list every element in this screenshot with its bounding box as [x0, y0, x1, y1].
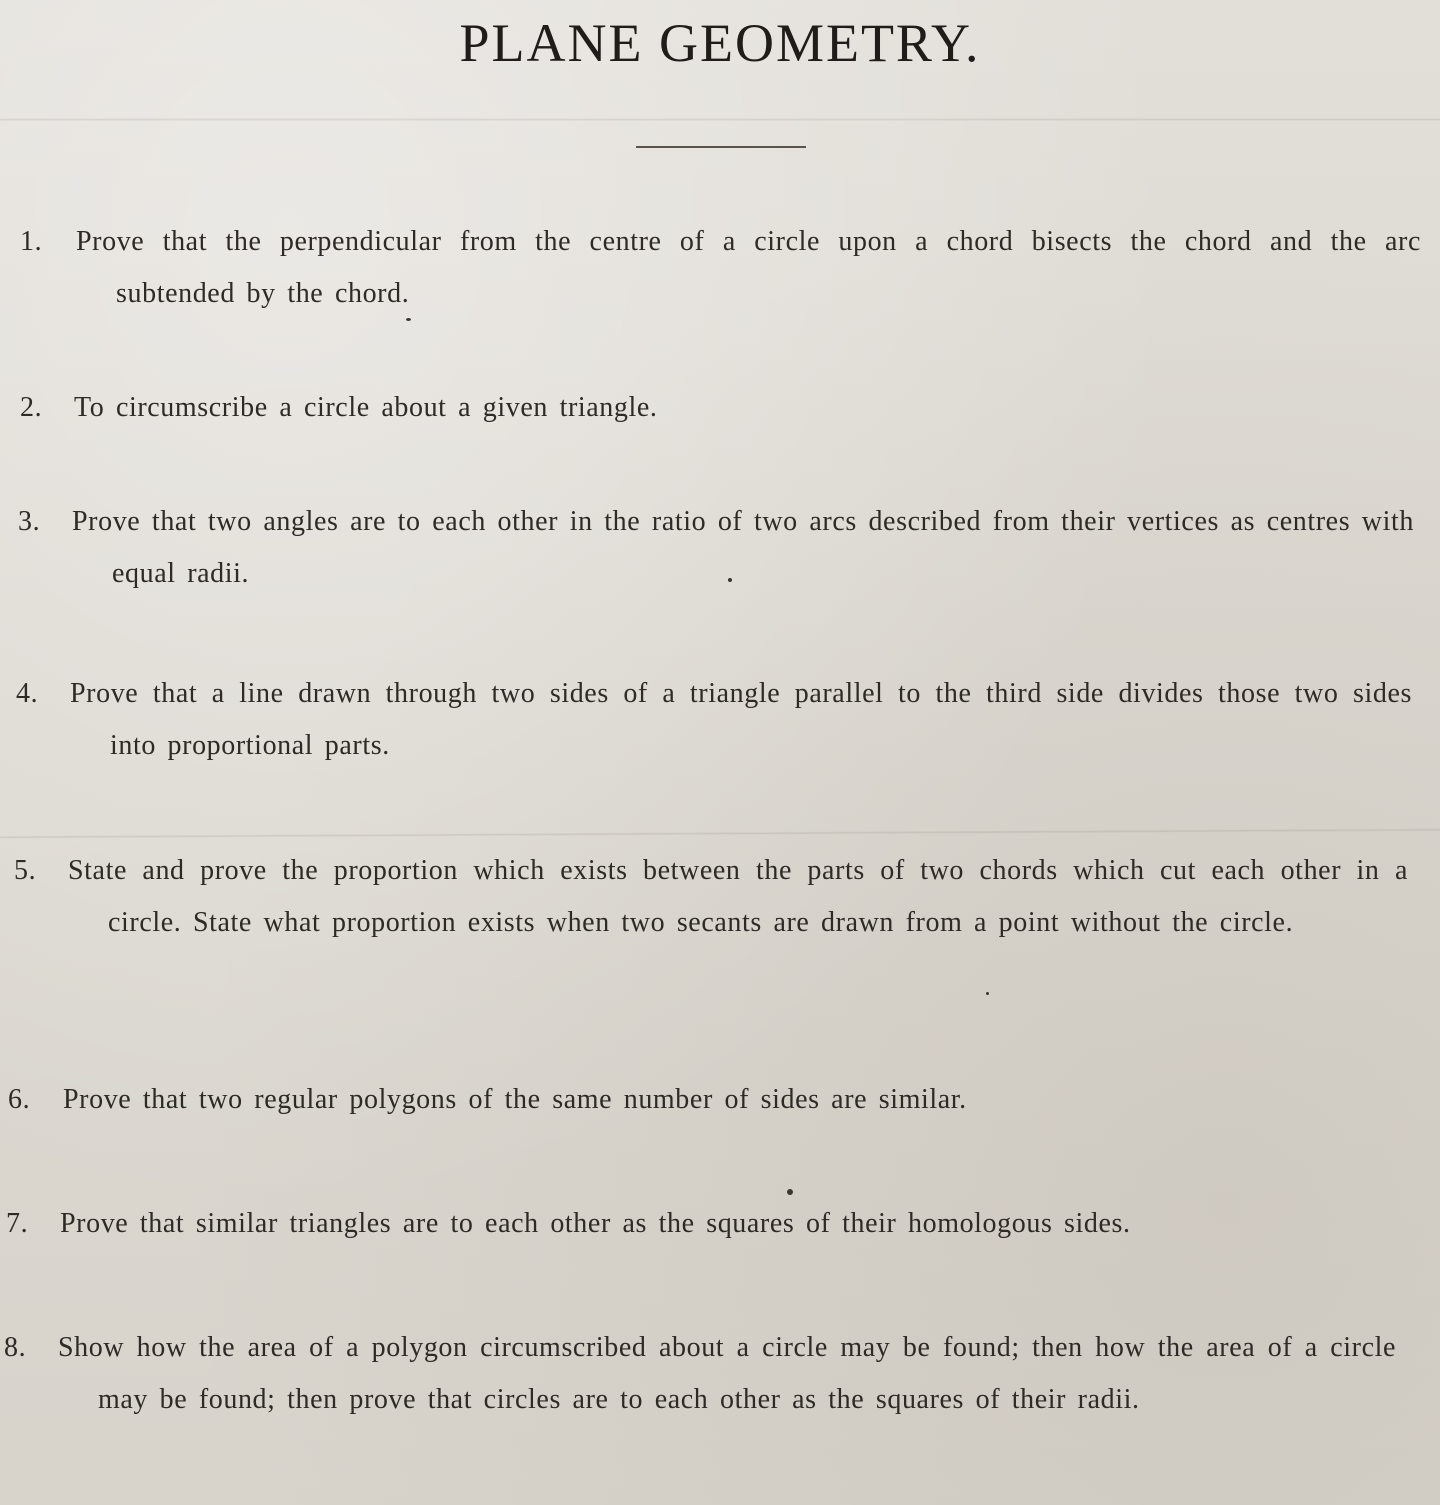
question-text: Show how the area of a polygon circumscribed about a circle may be found; then how the area of a circle may be found; then prove that circles are to each other as the squares of their radii.	[58, 1332, 1396, 1415]
question-number: 3.	[18, 506, 41, 537]
question-number: 8.	[4, 1332, 27, 1363]
ink-speck	[787, 1189, 793, 1195]
question-text: State and prove the proportion which exists between the parts of two chords which cut each other in a circle. State what proportion exists when two secants are drawn from a point without the circle.	[68, 855, 1408, 938]
question-number: 7.	[6, 1208, 29, 1239]
question-7	[0, 1198, 1440, 1254]
question-number: 1.	[20, 226, 43, 257]
ink-speck	[406, 318, 411, 321]
question-text: Prove that similar triangles are to each other as the squares of their homologous sides.	[60, 1208, 1131, 1239]
question-number: 2.	[20, 392, 43, 423]
question-text: Prove that two regular polygons of the same number of sides are similar.	[63, 1084, 967, 1115]
question-4	[0, 668, 1440, 778]
paper-fold-line	[0, 118, 1440, 121]
ink-speck	[728, 578, 732, 582]
question-1	[0, 216, 1440, 326]
question-8	[0, 1322, 1440, 1482]
question-3	[0, 496, 1440, 606]
question-text: Prove that two angles are to each other in the ratio of two arcs described from their vertices as centres with equal radii.	[72, 506, 1414, 589]
question-2	[0, 382, 1440, 438]
question-number: 6.	[8, 1084, 31, 1115]
question-6	[0, 1074, 1440, 1130]
ink-speck	[986, 992, 989, 995]
paper-fold-line	[0, 828, 1440, 839]
question-number: 4.	[16, 678, 39, 709]
question-text: Prove that a line drawn through two sides of a triangle parallel to the third side divides those two sides into proportional parts.	[70, 678, 1412, 761]
question-text: Prove that the perpendicular from the centre of a circle upon a chord bisects the chord and the arc subtended by the chord.	[76, 226, 1421, 309]
title-underline	[636, 146, 806, 148]
question-number: 5.	[14, 855, 37, 886]
question-5	[0, 845, 1440, 1005]
page-title: PLANE GEOMETRY.	[459, 13, 981, 73]
question-text: To circumscribe a circle about a given triangle.	[74, 392, 658, 423]
